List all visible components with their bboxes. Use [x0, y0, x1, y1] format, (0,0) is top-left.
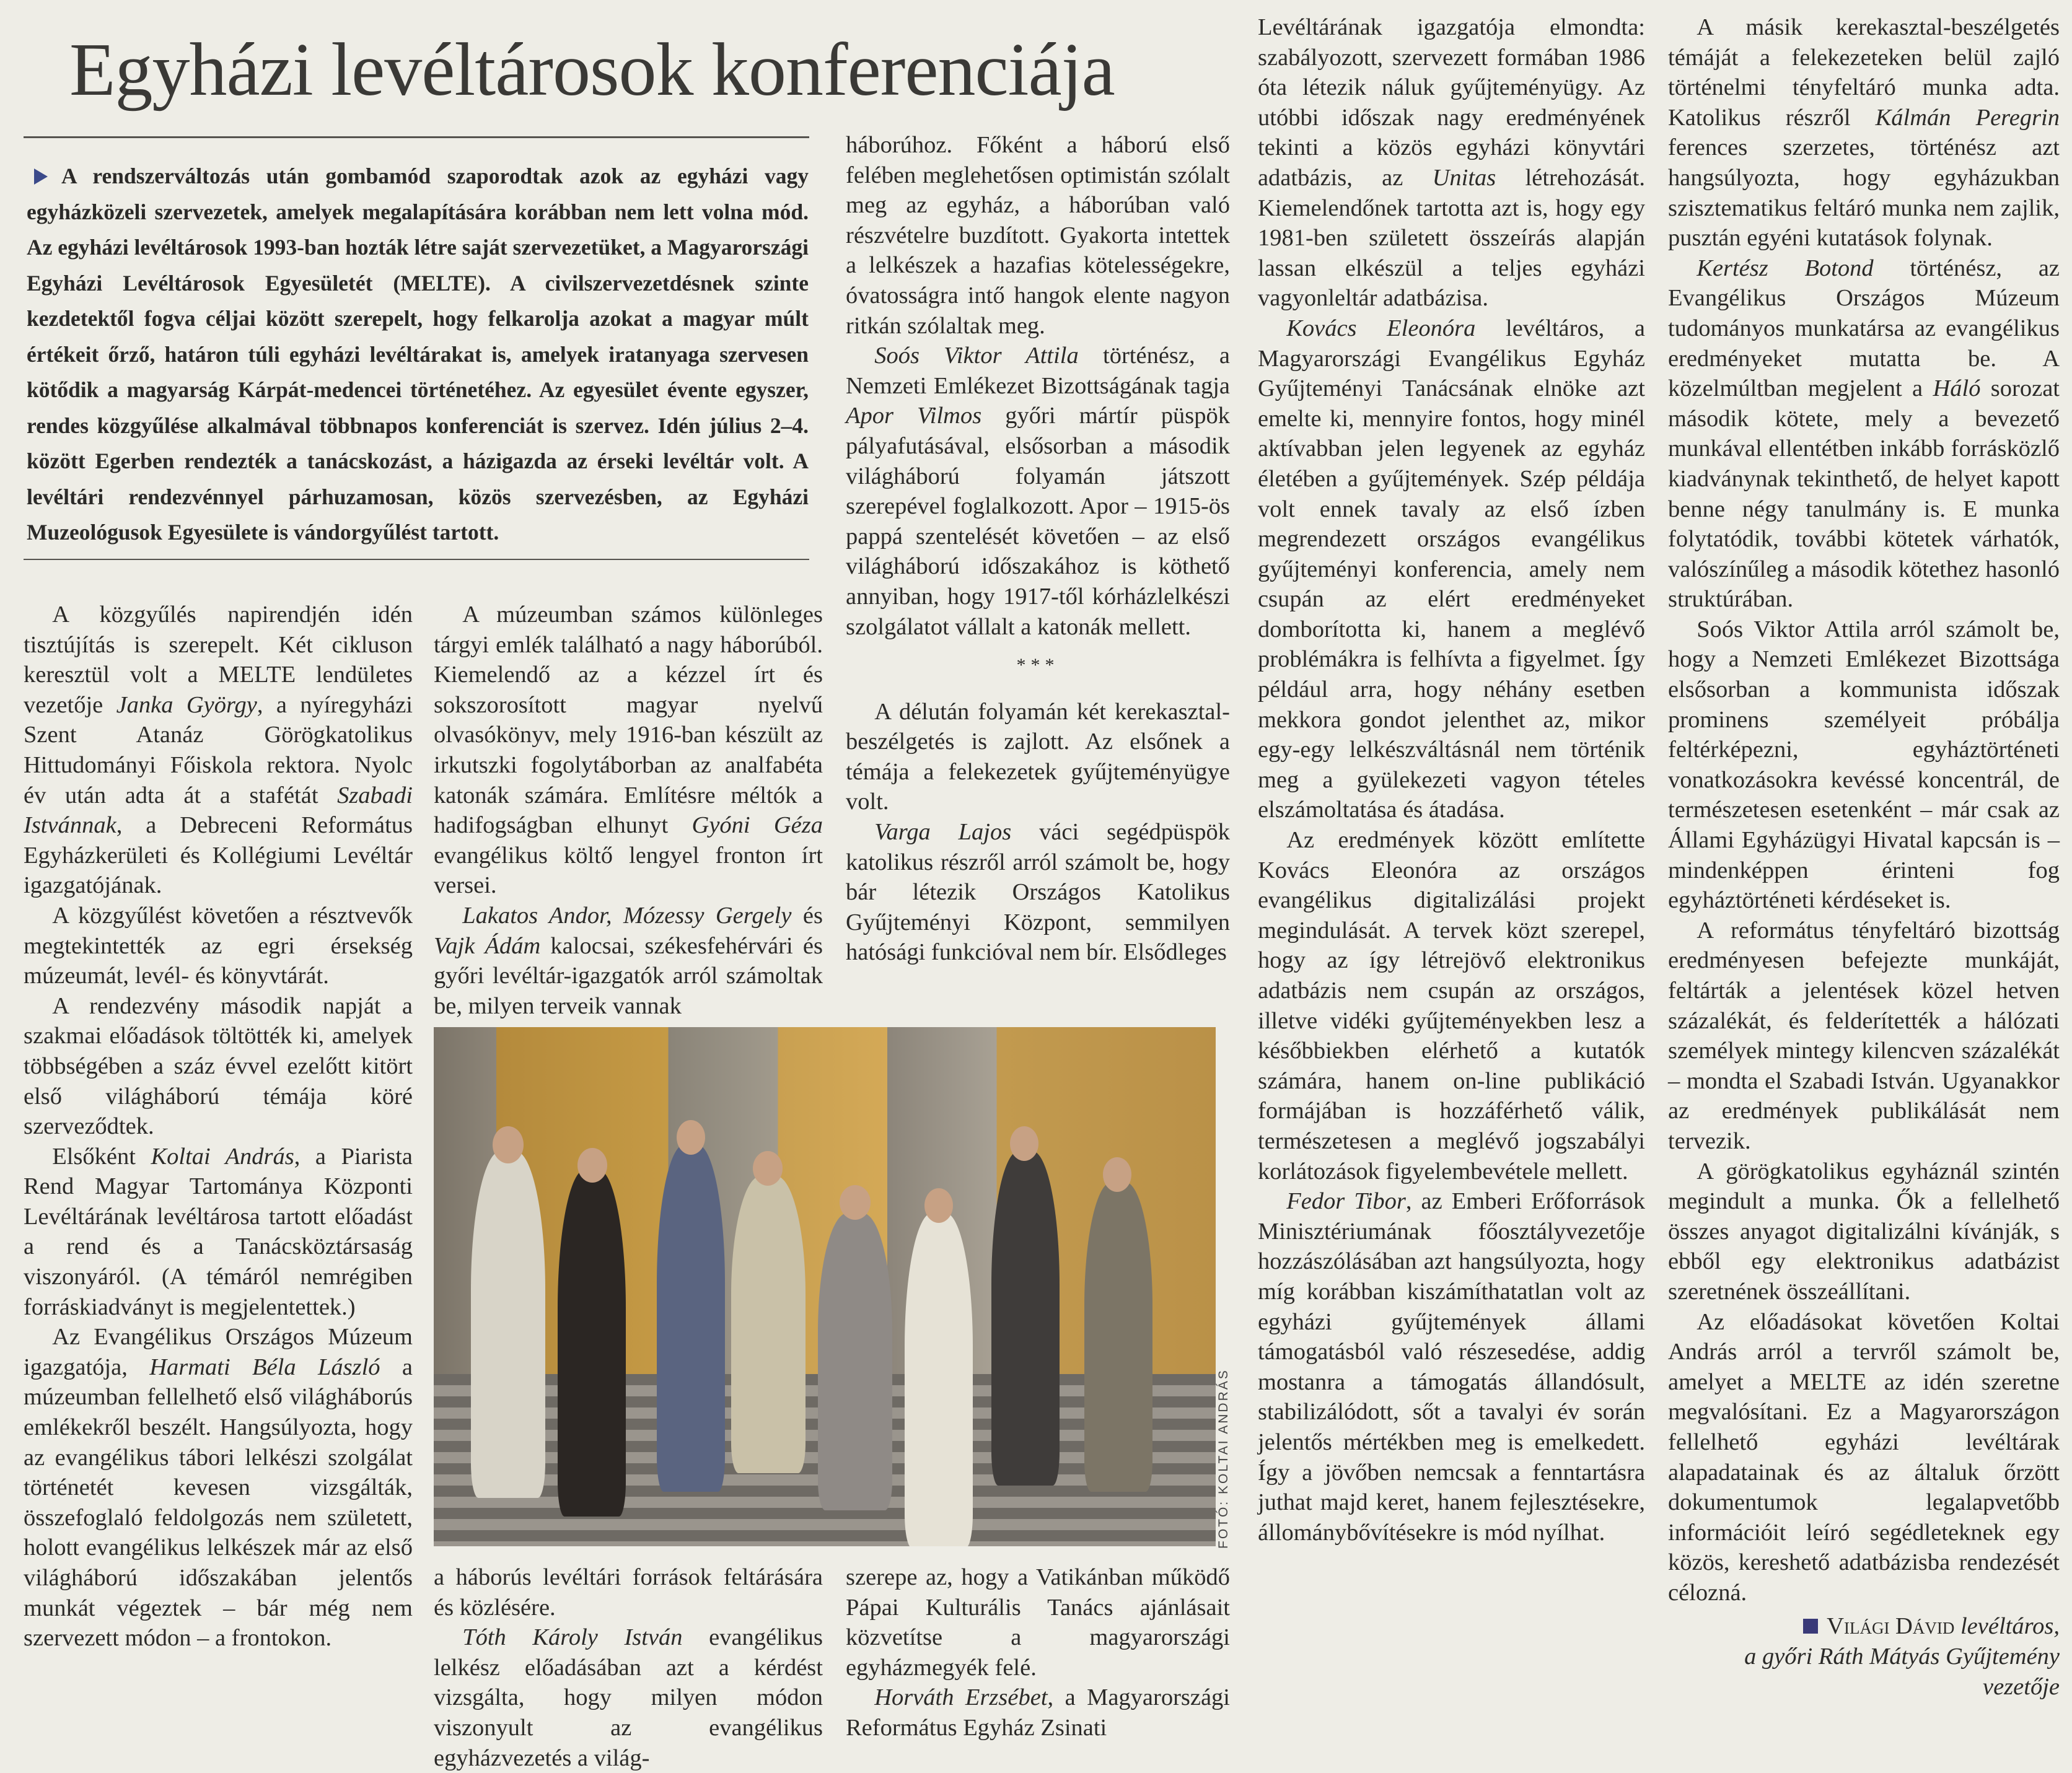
author-affiliation: a győri Ráth Mátyás Gyűjtemény vezetője [1744, 1644, 2060, 1700]
paragraph [846, 1562, 1230, 1683]
text-run: A görögkatolikus egyháznál szintén megindult a munka. Ők a fellelhető összes anyagot digitalizálni kívánják, s ebből egy elektronikus adatbázist szeretnének összeállítani. [1668, 1158, 2060, 1305]
text-run: háborúhoz. Főként a háború első felében meglehetősen optimistán szólalt meg az egyház, a háborúban való részvételre buzdított. Gyakorta intettek a lelkészek a hazafias kötelességekre, óvatosságra intő hangok elente nagyon ritkán szólaltak meg. [846, 132, 1230, 339]
text-run: , a Piarista Rend Magyar Tartománya Központi Levéltárának levéltárosa tartott előadást a rend és a Tanácsköztársaság viszonyáról. (A témáról nemrégiben forráskiadványt is megjelentettek.) [24, 1143, 413, 1320]
triangle-bullet-icon [34, 169, 48, 185]
text-run: *** [1016, 655, 1060, 676]
text-run: a háborús levéltári források feltárására és közlésére. [434, 1564, 823, 1621]
text-run: történész, a Nemzeti Emlékezet Bizottságának tagja [846, 343, 1230, 399]
lead-text: A rendszerváltozás után gombamód szaporodtak azok az egyházi vagy egyházközeli szervezetek, amelyek megalapítására korábban nem lett volna mód. Az egyházi levéltárosok 1993-ban hozták létre saját szervezetüket, a Magyarországi Egyházi Levéltárosok Egyesületét (MELTE). A civilszervezetdésnek szinte kezdetektől fogva céljai között szerepelt, hogy felkarolja azokat a magyar múlt értékeit őrző, határon túli egyházi levéltárakat is, amelyek iratanyaga szervesen kötődik a magyarság Kárpát-medencei történetéhez. Az egyesület évente egyszer, rendes közgyűlése alkalmával többnapos konferenciát is szervez. Idén július 2–4. között Egerben rendezték a tanácskozást, a házigazda az érseki levéltár volt. A levéltári rendezvénnyel párhuzamosan, közös szervezésben, az Egyházi Muzeológusok Egyesülete is vándorgyűlést tartott. [27, 164, 809, 545]
italic-name: Kovács Eleonóra [1286, 315, 1476, 341]
paragraph [24, 1322, 413, 1653]
paragraph [1668, 1157, 2060, 1307]
text-run: Az előadásokat követően Koltai András arról a tervről számolt be, amelyet a MELTE az idén szeretne megvalósítani. Ez a Magyarországon fellelhető egyházi levéltárak alapadatainak és az általuk őrzött dokumentumok legalapvetőbb információit leíró segédleteknek egy közös, kereshető adatbázisba rendezését célozná. [1668, 1308, 2060, 1606]
photo-credit-text: FOTÓ: KOLTAI ANDRÁS [1216, 1368, 1231, 1549]
italic-name: Koltai András [151, 1143, 294, 1170]
italic-name: Kertész Botond [1697, 255, 1874, 281]
conference-group-photo [434, 1027, 1216, 1546]
paragraph [846, 1683, 1230, 1743]
text-run: a múzeumban fellelhető első világháborús emlékekről beszélt. Hangsúlyozta, hogy az evangélikus tábori lelkészi szolgálat történetét kevesen vizsgálták, összefoglaló feldolgozás nem született, holott evangélikus lelkészek már az első világháború időszakában jelentős munkát végeztek – bár még nem szervezett módon – a frontokon. [24, 1354, 413, 1652]
text-run: A múzeumban számos különleges tárgyi emlék található a nagy háborúból. Kiemelendő az a kézzel írt és sokszorosított magyar nyelvű olvasókönyv, mely 1916-ban készült az irkutszki fogolytáborban az analfabéta katonák számára. Említésre méltók a hadifogságban elhunyt [434, 602, 823, 839]
photo-person [731, 1176, 806, 1473]
paragraph [1668, 12, 2060, 253]
italic-name: Harmati Béla László [149, 1354, 380, 1380]
paragraph [24, 901, 413, 991]
photo-person-head [1010, 1126, 1038, 1161]
paragraph [24, 991, 413, 1142]
column-5-wrap [1668, 12, 2060, 1702]
text-run: kalocsai, székesfehérvári és győri levéltár-igazgatók arról számoltak be, milyen terveik vannak [434, 932, 823, 1019]
photo-person [1084, 1182, 1152, 1492]
paragraph [846, 341, 1230, 642]
photo-person-head [924, 1188, 953, 1223]
italic-name: Vajk Ádám [434, 932, 541, 959]
text-run: , a Debreceni Református Egyházkerületi és Kollégiumi Levéltár igazgatójának. [24, 812, 413, 899]
italic-name: Janka György [116, 691, 257, 718]
italic-name: Horváth Erzsébet [874, 1684, 1048, 1711]
italic-name: Soós Viktor Attila [874, 343, 1079, 369]
article-lead [27, 159, 809, 551]
italic-name: Háló [1933, 375, 1981, 402]
column-2-bottom [434, 1562, 823, 1773]
text-run: Az eredmények között említette Kovács Eleonóra az országos evangélikus digitalizálási projekt megindulását. A tervek közt szerepel, hogy az így létrejövő elektronikus adatbázis nem csupán az országos, illetve vidéki gyűjteményekben lesz a későbbiekben elérhető a kutatók számára, hanem on-line publikáció formájában is hozzáférhető válik, természetesen a meglévő jogszabályi korlátozások figyelembevétele mellett. [1258, 827, 1645, 1184]
photo-person-head [493, 1126, 524, 1163]
author-name: Világi Dávid [1827, 1613, 1955, 1640]
text-run: evangélikus lelkész előadásában azt a kérdést vizsgálta, hogy milyen módon viszonyult az evangélikus egyházvezetés a világ- [434, 1624, 823, 1771]
italic-name: Varga Lajos [874, 819, 1012, 846]
article-title: Egyházi levéltárosok konferenciája [69, 28, 1115, 112]
text-run: Az Evangélikus Országos Múzeum igazgatója, [24, 1324, 413, 1380]
photo-person-head [677, 1120, 705, 1155]
text-run: levéltáros, a Magyarországi Evangélikus Egyház Gyűjteményi Tanácsának elnöke azt emelte ki, mennyire fontos, hogy minél aktívabban jelen legyenek az egyház életében a gyűjtemények. Szép példája volt ennek tavaly az első ízben megrendezett országos evangélikus gyűjteményi konferencia, amely nem csupán az elért eredményeket domborította ki, hanem a meglévő problémákra is felhívta a figyelmet. Így például arra, hogy néhány esetben mekkora gondot jelenthet az, mikor egy-egy lelkészváltásnál nem történik meg a gyülekezeti vagyon tételes elszámoltatása és átadása. [1258, 315, 1646, 823]
paragraph [846, 697, 1230, 817]
paragraph [846, 130, 1230, 341]
italic-name: Fedor Tibor [1286, 1188, 1406, 1215]
photo-person-head [753, 1151, 783, 1186]
paragraph [24, 600, 413, 901]
paragraph [24, 1142, 413, 1323]
paragraph [1668, 615, 2060, 916]
text-run: sorozat második kötete, mely a bevezető munkával ellentétben inkább forrásközlő kiadványnak tekinthető, de helyet kapott benne négy tanulmány is. E munka folytatódik, további kötetek várhatók, valószínűleg a második kötethez hasonló struktúrában. [1668, 375, 2060, 613]
italic-name: Tóth Károly István [462, 1624, 683, 1651]
paragraph [846, 650, 1230, 681]
photo-credit [1216, 1326, 1241, 1549]
title-rule [24, 136, 809, 138]
paragraph [846, 817, 1230, 968]
italic-name: Kálmán Peregrin [1875, 104, 2060, 131]
column-2-top [434, 600, 823, 1021]
paragraph [1668, 253, 2060, 615]
paragraph [434, 600, 823, 901]
text-run: A közgyűlést követően a résztvevők megtekintették az egri érsekség múzeumát, levél- és könyvtárát. [24, 902, 413, 989]
text-run: történész, az Evangélikus Országos Múzeum tudományos munkatársa az evangélikus eredményeket mutatta be. A közelmúltban megjelent a [1668, 255, 2060, 402]
italic-name: Unitas [1432, 164, 1496, 191]
text-run: evangélikus költő lengyel fronton írt versei. [434, 842, 823, 899]
text-run: , a nyíregyházi Szent Atanáz Görögkatolikus Hittudományi Főiskola rektora. Nyolc év után adta át a stafétát [24, 691, 413, 808]
lead-rule [24, 559, 809, 560]
column-3-top [846, 130, 1230, 968]
paragraph [1258, 1186, 1645, 1548]
text-run: váci segédpüspök katolikus részről arról számolt be, hogy bár létezik Országos Katolikus Gyűjteményi Központ, semmilyen hatósági funkcióval nem bír. Elsődleges [846, 819, 1230, 966]
paragraph [1258, 825, 1645, 1186]
photo-person [818, 1213, 892, 1510]
photo-person [905, 1213, 973, 1546]
paragraph [1668, 1307, 2060, 1608]
text-run: , az Emberi Erőforrások Minisztériumának főosztályvezetője hozzászólásában azt hangsúlyozta, hogy míg korábban kiszámíthatatlan volt az egyházi gyűjtemények állami támogatásból való részesedése, addig mostanra a támogatás állandósult, stabilizálódott, sőt a tavalyi év során jelentős mértékben meg is emelkedett. Így a jövőben nemcsak a fenntartásra juthat majd keret, hanem fejlesztésekre, állománybővítésekre is mód nyílhat. [1258, 1188, 1645, 1546]
paragraph [1258, 12, 1645, 313]
text-run: A másik kerekasztal-beszélgetés témáját a felekezeteken belül zajló történelmi tényfeltáró munka adta. Katolikus részről [1668, 14, 2060, 131]
paragraph [1668, 916, 2060, 1157]
text-run: Levéltárának igazgatója elmondta: szabályozott, szervezett formában 1986 óta létezik náluk gyűjteményügy. Az utóbbi időszak nagy eredményének tekinti a közös egyházi könyvtári adatbázis, az [1258, 14, 1645, 191]
photo-person-head [577, 1148, 607, 1183]
text-run: győri mártír püspök pályafutásával, elsősorban a második világháború folyamán játszott szerepével foglalkozott. Apor – 1915-ös pappá szentelését követően – az első világháború időszakához is köthető annyiban, hogy 1917-től kórházlelkészi szolgálatot vállalt a katonák mellett. [846, 403, 1230, 640]
paragraph [434, 901, 823, 1021]
column-3-bottom [846, 1562, 1230, 1743]
author-signature [1668, 1611, 2060, 1702]
italic-name: Gyóni Géza [691, 812, 823, 839]
text-run: ferences szerzetes, történész azt hangsúlyozta, hogy egyházukban szisztematikus feltáró munka nem zajlik, pusztán egyéni kutatások folynak. [1668, 134, 2060, 252]
italic-name: Lakatos Andor, Mózessy Gergely [462, 902, 792, 929]
text-run: és [791, 902, 823, 929]
text-run: létrehozását. Kiemelendőnek tartotta azt is, hogy egy 1981-ben született összeírás alapján lassan elkészül a teljes egyházi vagyonleltár adatbázisa. [1258, 164, 1645, 312]
paragraph [434, 1562, 823, 1622]
text-run: A református tényfeltáró bizottság eredményesen befejezte munkáját, feltárták a jelentések közel hetven százalékát, és felderítették a hálózati személyek mintegy kilencven százalékát – mondta el Szabadi István. Ugyanakkor az eredmények publikálását nem tervezik. [1668, 917, 2060, 1154]
photo-person [471, 1151, 545, 1498]
text-run: , a Magyarországi Református Egyház Zsinati [846, 1684, 1230, 1741]
text-run: szerepe az, hogy a Vatikánban működő Pápai Kulturális Tanács ajánlásait közvetítse a magyarországi egyházmegyék felé. [846, 1564, 1230, 1681]
paragraph [434, 1622, 823, 1773]
photo-person [657, 1145, 725, 1492]
end-square-icon [1803, 1619, 1818, 1634]
photo-person-head [840, 1185, 871, 1220]
author-role: levéltáros, [1960, 1613, 2060, 1640]
text-run: Elsőként [52, 1143, 151, 1170]
photo-person [991, 1151, 1060, 1486]
text-run: A rendezvény második napját a szakmai előadások töltötték ki, amelyek többségében a száz évvel ezelőtt kitört első világháború témája köré szerveződtek. [24, 992, 413, 1140]
column-5 [1668, 12, 2060, 1608]
column-1 [24, 600, 413, 1653]
photo-person-head [1103, 1157, 1131, 1192]
text-run: A közgyűlés napirendjén idén tisztújítás is szerepelt. Két cikluson keresztül volt a MELTE lendületes vezetője [24, 602, 413, 718]
column-4 [1258, 12, 1645, 1548]
photo-person [558, 1170, 626, 1517]
italic-name: Szabadi Istvánnak [24, 782, 413, 839]
paragraph [1258, 313, 1645, 825]
text-run: A délután folyamán két kerekasztal-beszélgetés is zajlott. Az elsőnek a témája a felekezetek gyűjteményügye volt. [846, 698, 1230, 815]
text-run: Soós Viktor Attila arról számolt be, hogy a Nemzeti Emlékezet Bizottsága elsősorban a kommunista időszak prominens személyeit próbálja feltérképezni, egyháztörténeti vonatkozásokra kevéssé koncentrál, de természetesen esetenként – már csak az Állami Egyházügyi Hivatal kapcsán is – mindenképpen érinteni fog egyháztörténeti kérdéseket is. [1668, 616, 2060, 914]
italic-name: Apor Vilmos [846, 403, 982, 429]
